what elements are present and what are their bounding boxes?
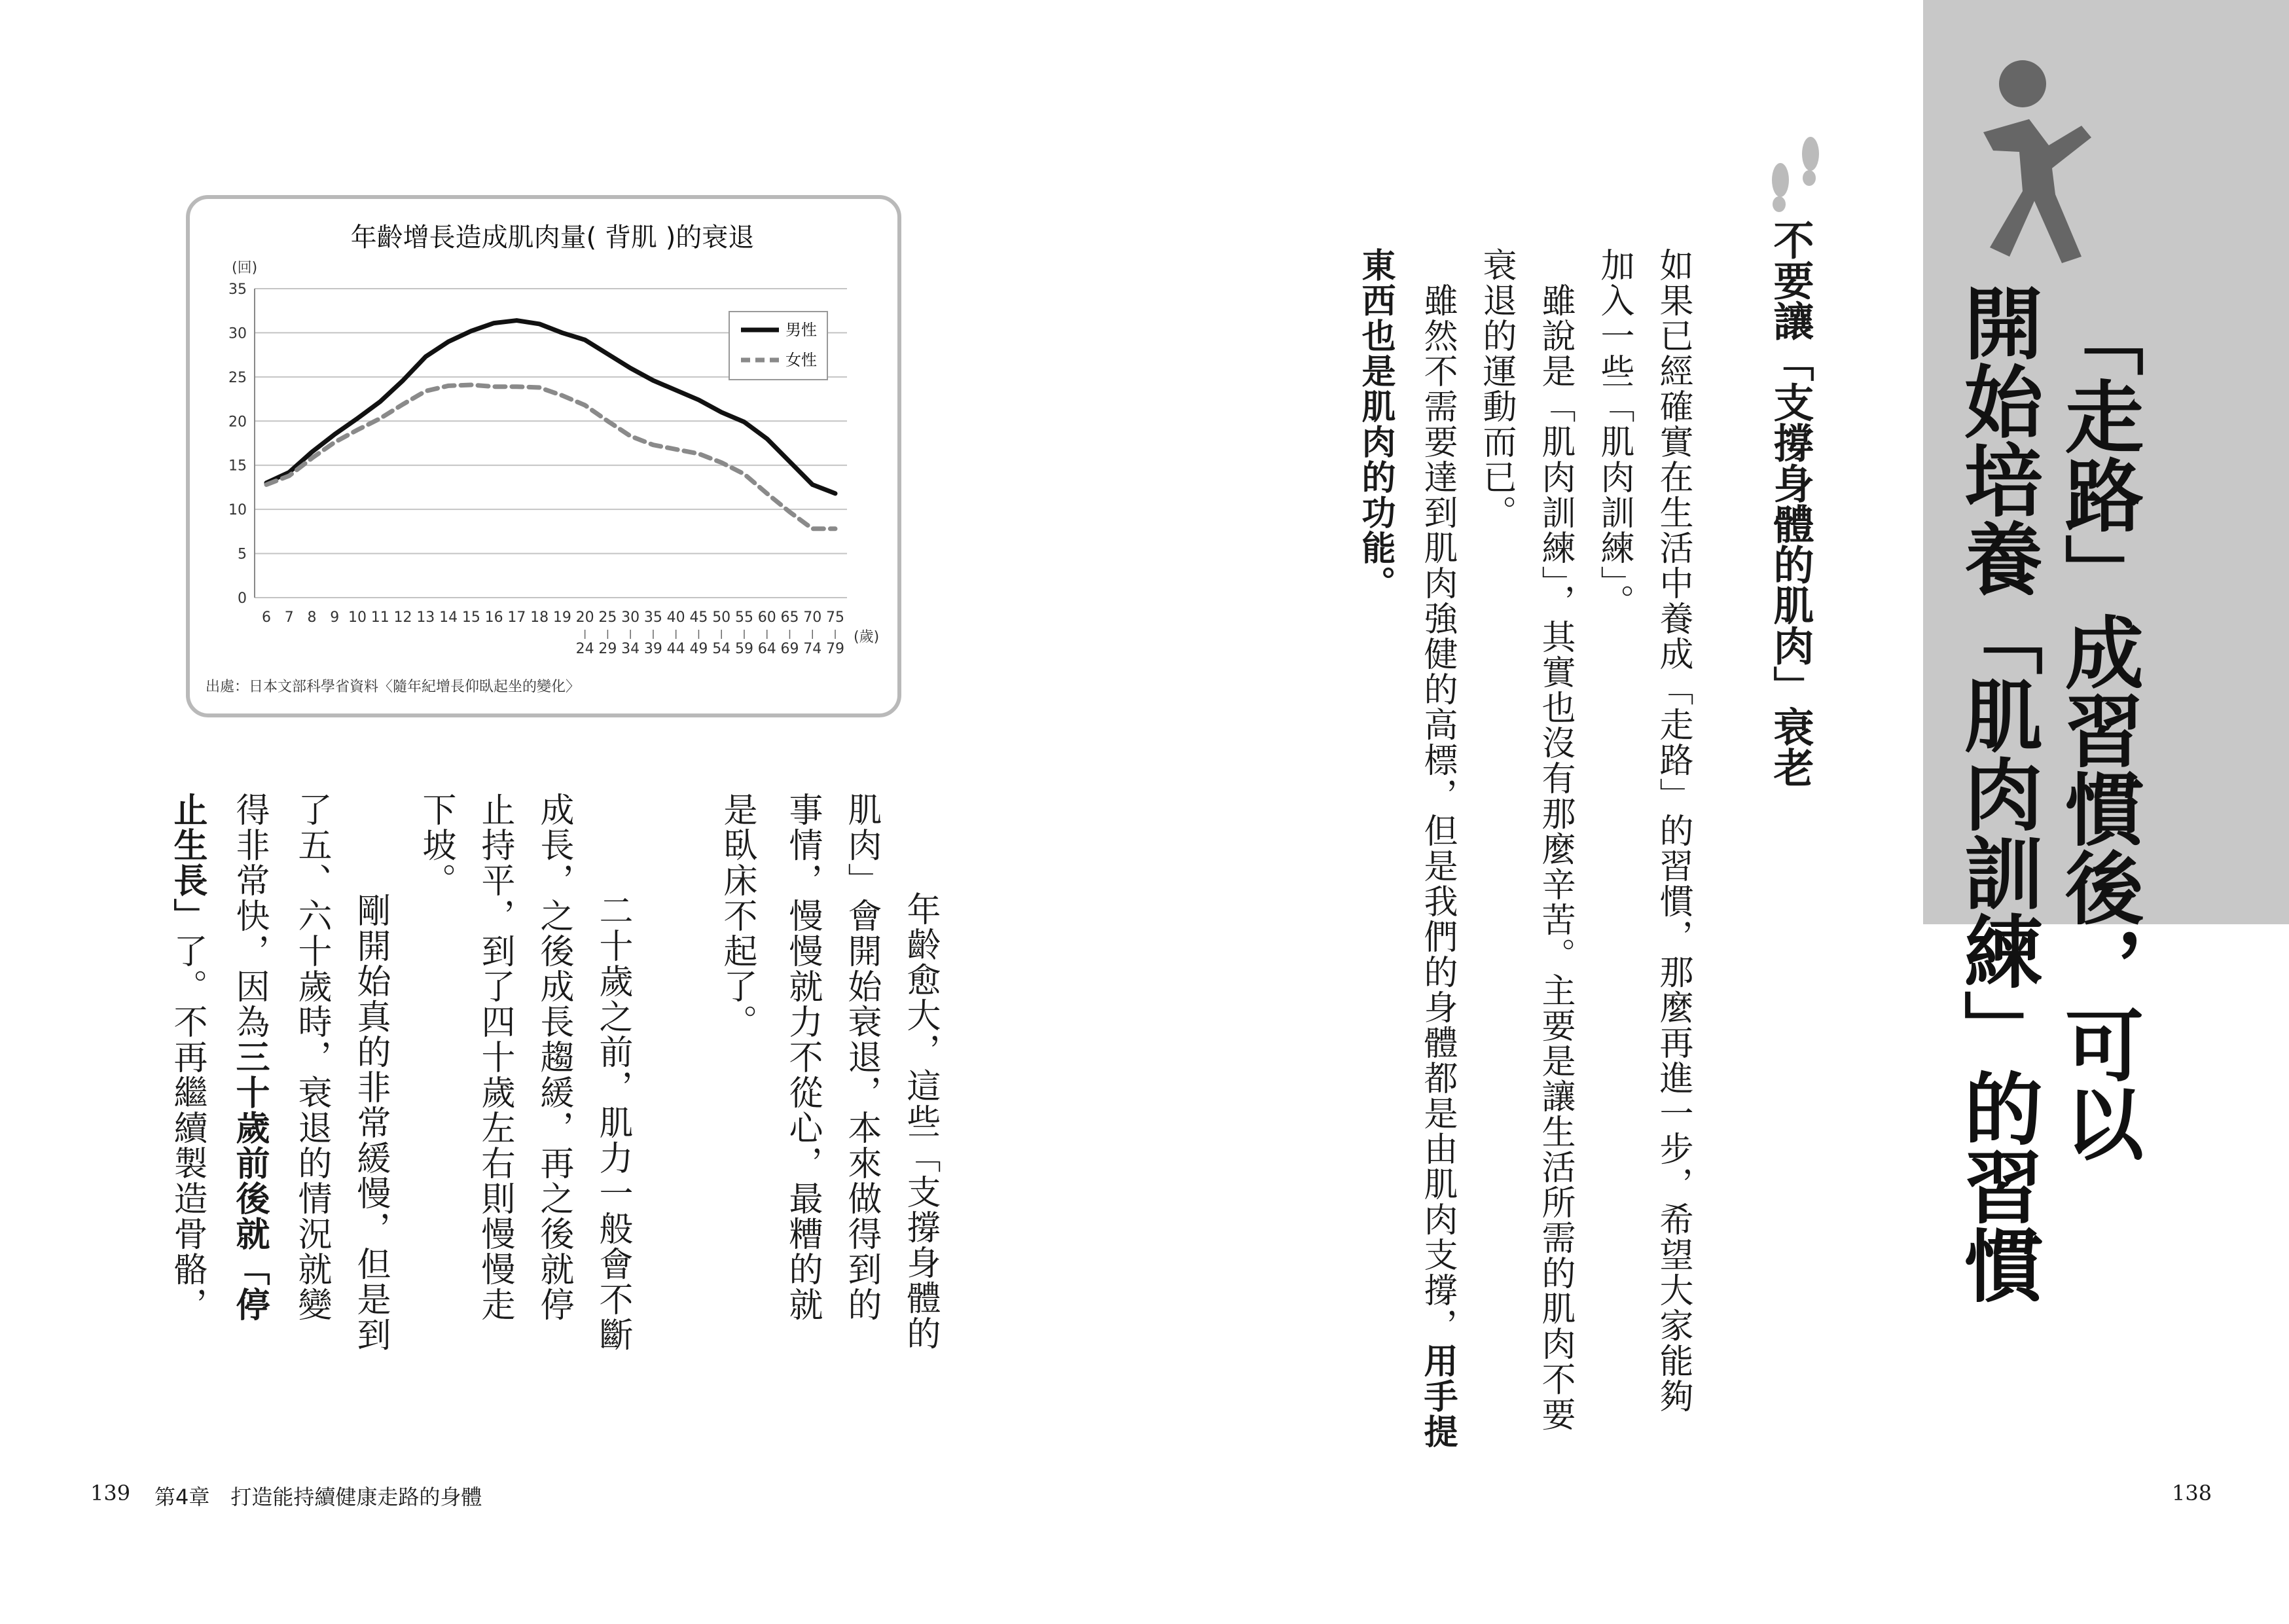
x-tick-label: 18 [530, 609, 549, 626]
x-tick-label: 50 [712, 609, 731, 626]
body-column [168, 792, 207, 1322]
chapter-title-line-1: 「走路」成習慣後，可以 [2052, 298, 2143, 1162]
chart [186, 195, 901, 717]
legend-label-female: 女性 [785, 351, 817, 369]
page-number-left: 139 [90, 1481, 131, 1506]
body-column: 加入一些「肌肉訓練」。 [1595, 247, 1634, 619]
x-tick-label: 19 [552, 609, 571, 626]
running-head: 第4章 打造能持續健康走路的身體 [154, 1485, 482, 1509]
body-column [230, 792, 269, 1322]
x-tick-label: 29 [598, 641, 617, 657]
y-tick-label: 25 [228, 369, 247, 386]
series-line-female [266, 385, 835, 529]
x-tick-label: 16 [484, 609, 503, 626]
body-column: 成長，之後成長趨緩，再之後就停 [534, 792, 573, 1322]
x-tick-label: 70 [803, 609, 822, 626]
legend-label-male: 男性 [785, 321, 817, 339]
x-tick-label: 55 [734, 609, 753, 626]
body-column: 雖說是「肌肉訓練」，其實也沒有那麼辛苦。主要是讓生活所需的肌肉不要 [1536, 247, 1575, 1432]
x-tick-label: 30 [621, 609, 640, 626]
x-tick-label: 34 [621, 641, 640, 657]
x-tick-label: 69 [780, 641, 799, 657]
y-tick-label: 35 [228, 281, 247, 298]
x-tick-labels [262, 609, 844, 657]
body-column: 肌肉」會開始衰退，本來做得到的 [842, 792, 881, 1322]
x-tick-label: 9 [330, 609, 340, 626]
x-tick-label: 79 [826, 641, 844, 657]
chart-title: 年齡增長造成肌肉量( 背肌 )的衰退 [350, 223, 755, 253]
x-tick-label: 45 [689, 609, 708, 626]
y-tick-labels [228, 281, 247, 607]
x-tick-label: 35 [643, 609, 662, 626]
footprints-icon [1761, 118, 1833, 216]
x-tick-label: 65 [780, 609, 799, 626]
x-tick-label: 64 [757, 641, 776, 657]
body-column: 年齡愈大，這些「支撐身體的 [901, 856, 940, 1351]
body-column: 了五、六十歲時，衰退的情況就變 [292, 792, 331, 1322]
x-tick-label: 13 [416, 609, 435, 626]
x-tick-label: 14 [439, 609, 458, 626]
chart-source: 出處：日本文部科學省資料〈隨年紀增長仰臥起坐的變化〉 [206, 679, 581, 695]
x-tick-label: 17 [507, 609, 526, 626]
x-tick-label: 7 [284, 609, 294, 626]
walking-figure-icon [1957, 54, 2114, 270]
x-tick-label: 25 [598, 609, 617, 626]
y-tick-label: 5 [238, 546, 247, 563]
y-tick-label: 15 [228, 458, 247, 475]
body-column: 止持平，到了四十歲左右則慢慢走 [475, 792, 514, 1322]
y-tick-label: 30 [228, 325, 247, 342]
x-tick-label: 59 [734, 641, 753, 657]
x-tick-label: 40 [666, 609, 685, 626]
bold-emphasis-column: 東西也是肌肉的功能。 [1356, 247, 1395, 601]
body-column: 剛開始真的非常緩慢，但是到 [351, 857, 390, 1352]
y-tick-label: 0 [238, 590, 247, 607]
bold-emphasis: 用手提 [1418, 1343, 1457, 1449]
x-tick-label: 8 [307, 609, 317, 626]
x-tick-label: 10 [348, 609, 367, 626]
body-text: 雖然不需要達到肌肉強健的高標，但是我們的身體都是由肌肉支撐， [1418, 247, 1457, 1343]
body-text: 了。不再繼續製造骨骼， [168, 933, 207, 1322]
chapter-title-line-2: 開始培養「肌肉訓練」的習慣 [1951, 283, 2042, 1304]
x-tick-label: 49 [689, 641, 708, 657]
x-tick-label: 6 [262, 609, 271, 626]
body-column: 是臥床不起了。 [717, 792, 757, 1039]
x-axis-unit: (歲) [854, 629, 880, 645]
body-column: 衰退的運動而已。 [1477, 247, 1516, 530]
legend [729, 312, 827, 380]
x-tick-label: 75 [826, 609, 844, 626]
y-tick-label: 10 [228, 502, 247, 519]
body-column [1418, 247, 1457, 1449]
x-tick-label: 20 [575, 609, 594, 626]
x-tick-label: 39 [643, 641, 662, 657]
body-text: 得非常快，因為 [230, 792, 269, 1039]
body-column: 二十歲之前，肌力一般會不斷 [593, 857, 632, 1352]
x-tick-label: 44 [666, 641, 685, 657]
bold-emphasis: 止生長」 [168, 792, 207, 933]
x-tick-label: 11 [370, 609, 389, 626]
x-tick-label: 74 [803, 641, 822, 657]
body-column: 事情，慢慢就力不從心，最糟的就 [783, 792, 822, 1322]
x-tick-label: 60 [757, 609, 776, 626]
x-tick-label: 54 [712, 641, 731, 657]
x-tick-label: 12 [393, 609, 412, 626]
x-tick-label: 24 [575, 641, 594, 657]
bold-emphasis: 三十歲前後就「停 [230, 1039, 269, 1322]
y-axis-unit: (回) [232, 260, 258, 276]
body-column: 下坡。 [416, 792, 456, 898]
section-subtitle: 不要讓「支撐身體的肌肉」衰老 [1767, 219, 1814, 787]
x-tick-label: 15 [461, 609, 480, 626]
y-tick-label: 20 [228, 414, 247, 431]
body-column: 如果已經確實在生活中養成「走路」的習慣，那麼再進一步，希望大家能夠 [1653, 247, 1693, 1414]
page-number-right: 138 [2172, 1481, 2212, 1506]
